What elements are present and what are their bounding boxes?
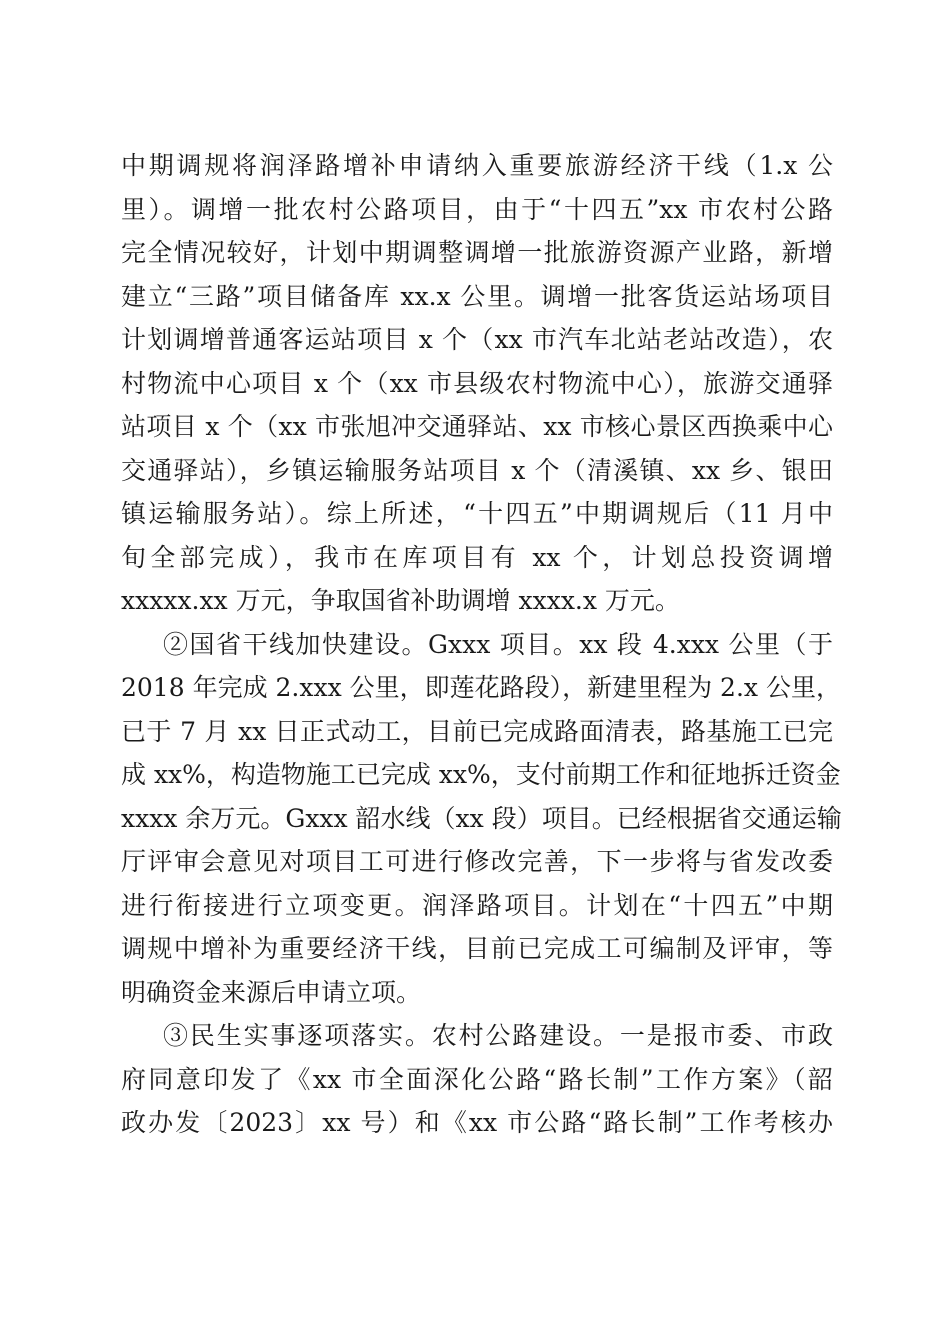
text-line: 成 xx%，构造物施工已完成 xx%，支付前期工作和征地拆迁资金: [121, 760, 841, 789]
text-line: 2018 年完成 2.xxx 公里，即莲花路段），新建里程为 2.x 公里，: [121, 673, 841, 702]
paragraph-1: [121, 144, 833, 623]
text-line: 村物流中心项目 x 个（xx 市县级农村物流中心），旅游交通驿: [121, 368, 833, 398]
document-body: [121, 144, 842, 1145]
text-line: 交通驿站），乡镇运输服务站项目 x 个（清溪镇、xx 乡、银田: [121, 455, 833, 485]
text-line: 政办发〔2023〕xx 号）和《xx 市公路“路长制”工作考核办: [121, 1108, 833, 1137]
text-line: 站项目 x 个（xx 市张旭冲交通驿站、xx 市核心景区西换乘中心: [121, 412, 833, 441]
text-line: 已于 7 月 xx 日正式动工，目前已完成路面清表，路基施工已完: [121, 716, 833, 746]
text-line: 中期调规将润泽路增补申请纳入重要旅游经济干线（1.x 公: [121, 151, 833, 180]
text-line: 府同意印发了《xx 市全面深化公路“路长制”工作方案》（韶: [121, 1064, 833, 1094]
text-line: 旬全部完成），我市在库项目有 xx 个，计划总投资调增: [121, 542, 833, 572]
text-line: 里）。调增一批农村公路项目，由于“十四五”xx 市农村公路: [121, 194, 833, 224]
text-line: ③民生实事逐项落实。农村公路建设。一是报市委、市政: [163, 1021, 833, 1050]
text-line: ②国省干线加快建设。Gxxx 项目。xx 段 4.xxx 公里（于: [163, 629, 833, 659]
text-line: 进行衔接进行立项变更。润泽路项目。计划在“十四五”中期: [121, 890, 833, 920]
text-line: 计划调增普通客运站项目 x 个（xx 市汽车北站老站改造），农: [121, 325, 833, 354]
text-line: 镇运输服务站）。综上所述，“十四五”中期调规后（11 月中: [121, 499, 833, 528]
paragraph-3: [121, 1014, 833, 1145]
text-line: xxxxx.xx 万元，争取国省补助调增 xxxx.x 万元。: [121, 586, 680, 615]
text-line: 调规中增补为重要经济干线，目前已完成工可编制及评审，等: [121, 934, 833, 963]
text-line: 厅评审会意见对项目工可进行修改完善，下一步将与省发改委: [121, 847, 833, 876]
text-line: xxxx 余万元。Gxxx 韶水线（xx 段）项目。已经根据省交通运输: [121, 803, 842, 833]
text-line: 完全情况较好，计划中期调整调增一批旅游资源产业路，新增: [121, 238, 833, 267]
text-line: 明确资金来源后申请立项。: [121, 977, 422, 1007]
paragraph-2: [121, 623, 842, 1015]
text-line: 建立“三路”项目储备库 xx.x 公里。调增一批客货运站场项目: [121, 281, 833, 311]
